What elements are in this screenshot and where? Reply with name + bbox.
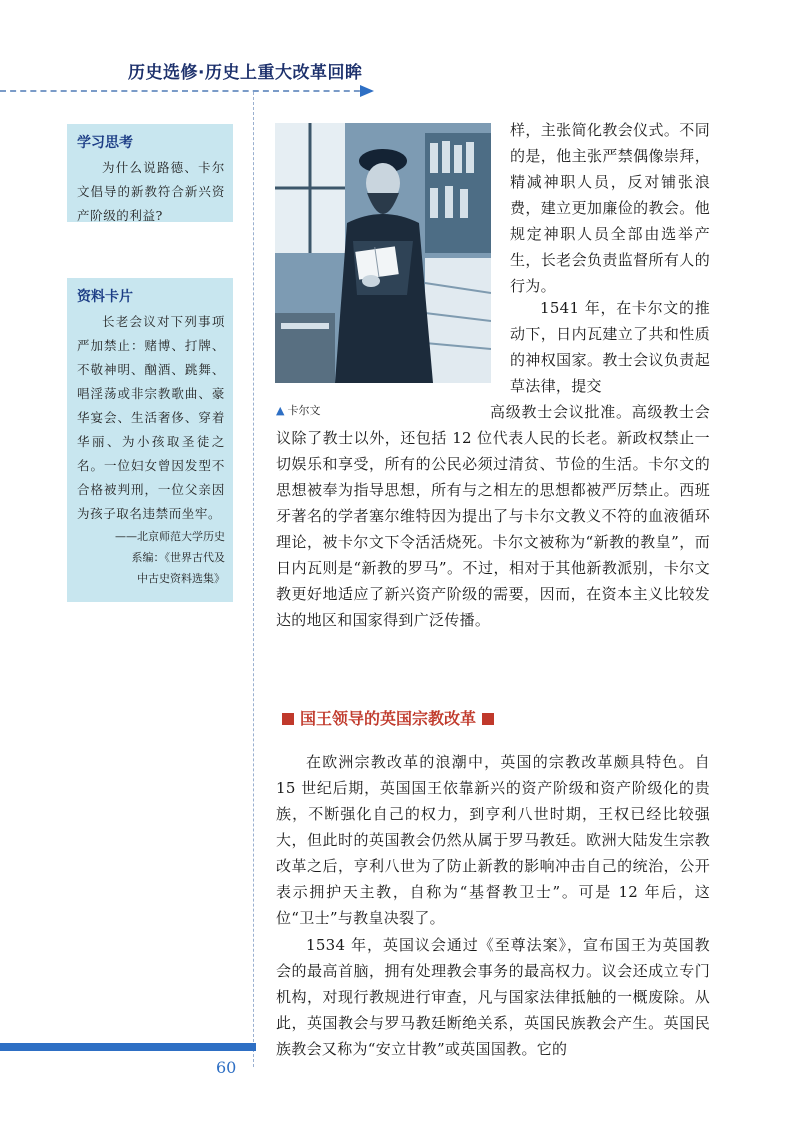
page-number: 60: [216, 1058, 237, 1077]
body-paragraph-1: 样，主张简化教会仪式。不同的是，他主张严禁偶像崇拜，精减神职人员，反对铺张浪费，建立更加廉俭的教会。他规定神职人员全部由选举产生，长老会负责监督所有人的行为。: [510, 121, 710, 295]
heading-square-left-icon: [282, 713, 294, 725]
body-paragraph-2: 1541 年，在卡尔文的推动下，日内瓦建立了共和性质的神权国家。教士会议负责起草法律，提交: [510, 299, 710, 395]
info-card-source-2: 系编：《世界古代及: [131, 551, 225, 564]
footer-bar: [0, 1043, 256, 1051]
body-paragraph-3: 高级教士会议批准。高级教士会议除了教士以外，还包括 12 位代表人民的长老。新政权禁止一切娱乐和享受，所有的公民必须过清贫、节俭的生活。卡尔文的思想被奉为指导思想，所有与之相左的思想都被严厉禁止。西班牙著名的学者塞尔维特因为提出了与卡尔文教义不符的血液循环理论，被卡尔文下令活活烧死。卡尔文被称为“新教的教皇”，而日内瓦则是“新教的罗马”。不过，相对于其他新教派别，卡尔文教更好地适应了新兴资产阶级的需要，因而，在资本主义比较发达的地区和国家得到广泛传播。: [276, 403, 710, 629]
calvin-portrait-illustration: [275, 123, 491, 383]
header-dashed-rule: [0, 90, 370, 92]
info-card-source-3: 中古史资料选集》: [137, 572, 225, 585]
header-arrow-icon: [360, 85, 374, 97]
study-think-title: 学习思考: [77, 135, 133, 151]
figure-caption-text: 卡尔文: [287, 404, 321, 417]
running-header-title: 历史选修·历史上重大改革回眸: [128, 63, 363, 83]
body-paragraph-5: 1534 年，英国议会通过《至尊法案》，宣布国王为英国教会的最高首脑，拥有处理教会事务的最高权力。议会还成立专门机构，对现行教规进行审查，凡与国家法律抵触的一概废除。从此，英国教会与罗马教廷断绝关系，英国民族教会产生。英国民族教会又称为“安立甘教”或英国国教。它的: [276, 936, 710, 1058]
section-heading-text: 国王领导的英国宗教改革: [300, 709, 477, 728]
info-card-source-1: ——北京师范大学历史: [115, 530, 225, 543]
info-card-title: 资料卡片: [77, 289, 133, 305]
calvin-portrait-image: [275, 123, 491, 383]
heading-square-right-icon: [482, 713, 494, 725]
section-heading: [276, 706, 500, 729]
study-think-question: 为什么说路德、卡尔文倡导的新教符合新兴资产阶级的利益?: [77, 160, 225, 223]
column-divider: [253, 92, 254, 1067]
triangle-marker-icon: ▲: [276, 404, 285, 417]
info-card-text: 长老会议对下列事项严加禁止：赌博、打牌、不敬神明、酗酒、跳舞、唱淫荡或非宗教歌曲、豪华宴会、生活奢侈、穿着华丽、为小孩取圣徒之名。一位妇女曾因发型不合格被判刑，一位父亲因为孩子取名违禁而坐牢。: [77, 314, 225, 521]
study-think-box: [67, 124, 233, 222]
info-card-box: [67, 278, 233, 602]
body-paragraph-4: 在欧洲宗教改革的浪潮中，英国的宗教改革颇具特色。自 15 世纪后期，英国国王依靠新兴的资产阶级和资产阶级化的贵族，不断强化自己的权力，到亨利八世时期，王权已经比较强大，但此时的英国教会仍然从属于罗马教廷。欧洲大陆发生宗教改革之后，亨利八世为了防止新教的影响冲击自己的统治，公开表示拥护天主教，自称为“基督教卫士”。可是 12 年后，这位“卫士”与教皇决裂了。: [276, 753, 710, 927]
